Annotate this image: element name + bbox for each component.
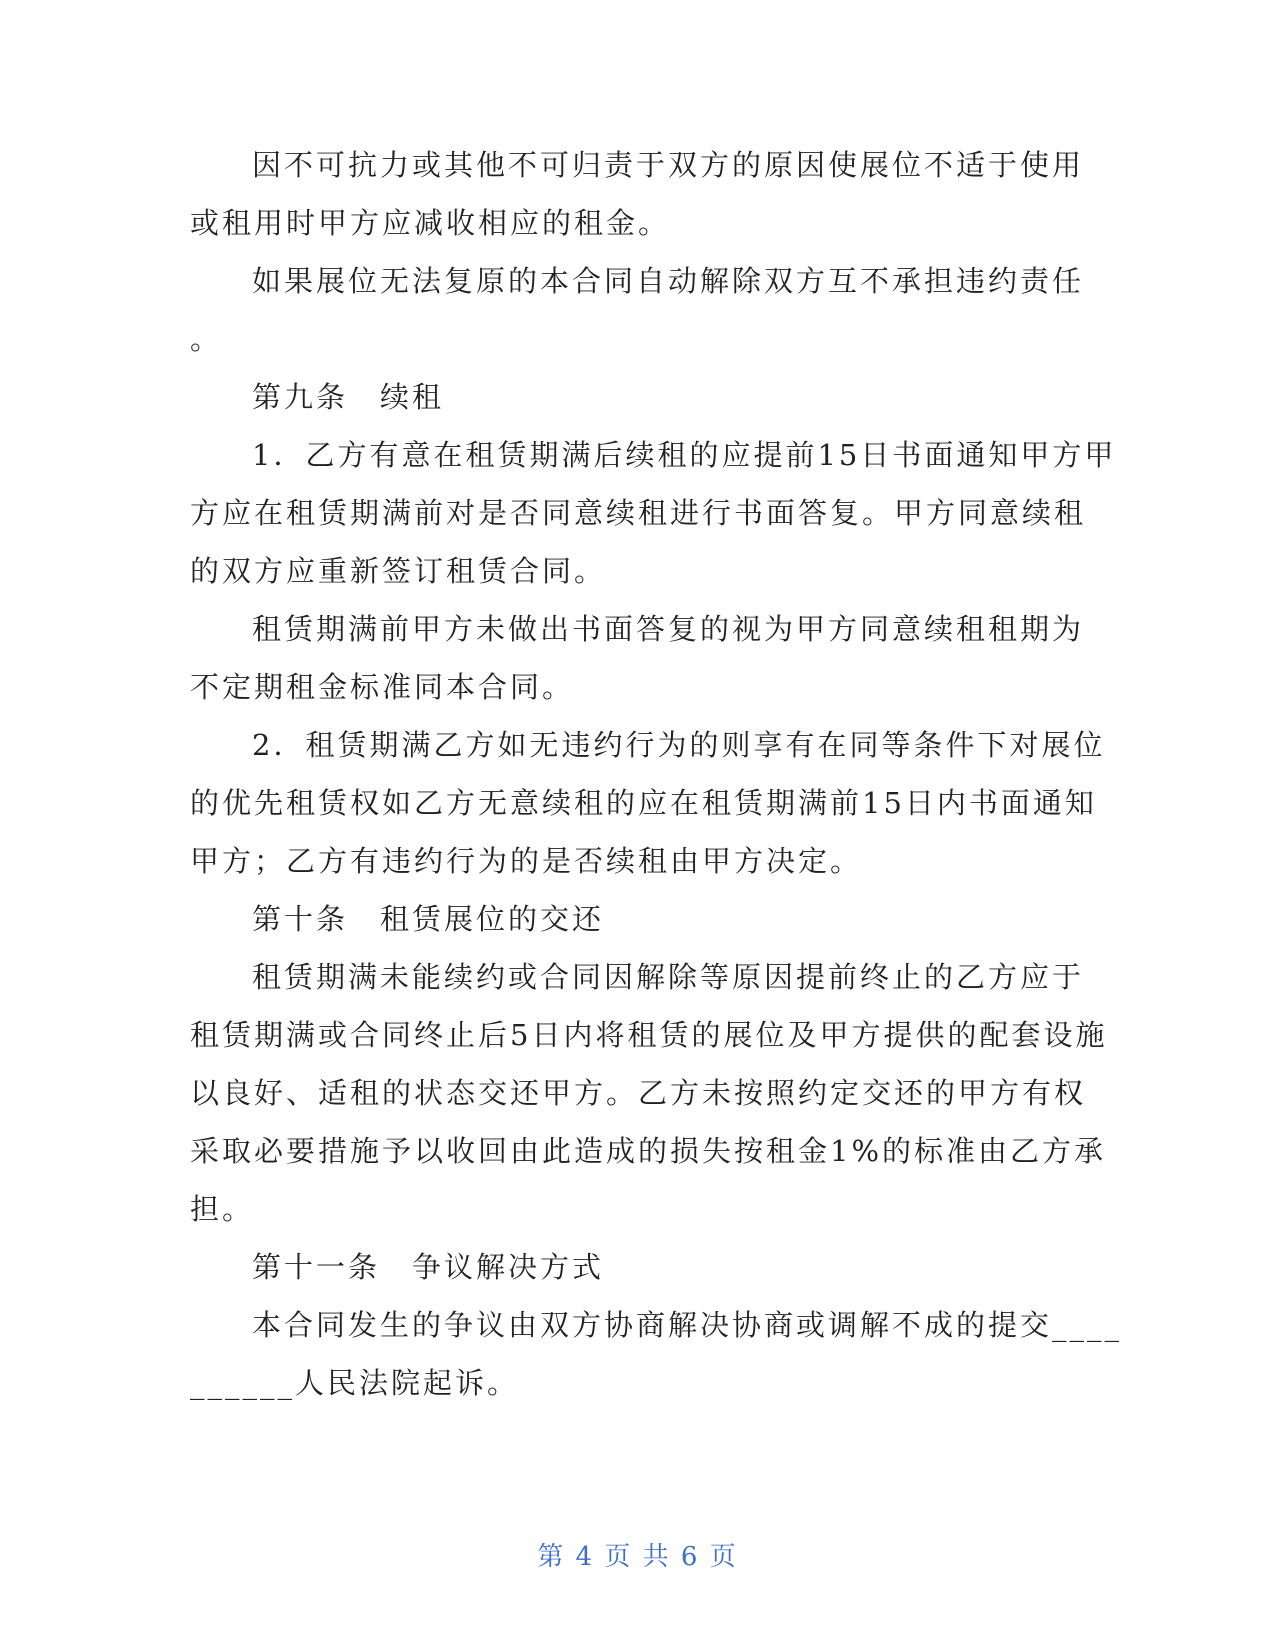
paragraph-line: 不定期租金标准同本合同。: [190, 670, 575, 704]
section-heading: 第九条 续租: [252, 380, 445, 414]
paragraph-line: 或租用时甲方应减收相应的租金。: [190, 206, 671, 240]
paragraph-line: 租赁期满或合同终止后5日内将租赁的展位及甲方提供的配套设施: [190, 1018, 1108, 1052]
page-number: 第 4 页 共 6 页: [537, 1542, 738, 1572]
paragraph-line: 租赁期满前甲方未做出书面答复的视为甲方同意续租租期为: [252, 612, 1085, 646]
paragraph-line: 的优先租赁权如乙方无意续租的应在租赁期满前15日内书面通知: [190, 786, 1097, 820]
paragraph-line: 的双方应重新签订租赁合同。: [190, 554, 607, 588]
paragraph-line: 采取必要措施予以收回由此造成的损失按租金1%的标准由乙方承: [190, 1134, 1107, 1168]
section-heading: 第十条 租赁展位的交还: [252, 902, 605, 936]
paragraph-line: 如果展位无法复原的本合同自动解除双方互不承担违约责任: [252, 264, 1085, 298]
paragraph-line: 方应在租赁期满前对是否同意续租进行书面答复。甲方同意续租: [190, 496, 1087, 530]
paragraph-line: 甲方；乙方有违约行为的是否续租由甲方决定。: [190, 844, 863, 878]
paragraph-line: 租赁期满未能续约或合同因解除等原因提前终止的乙方应于: [252, 960, 1085, 994]
paragraph-line: 担。: [190, 1192, 255, 1226]
paragraph-line: 1．乙方有意在租赁期满后续租的应提前15日书面通知甲方甲: [252, 438, 1117, 472]
paragraph-line: 因不可抗力或其他不可归责于双方的原因使展位不适于使用: [252, 148, 1085, 182]
paragraph-line: 。: [190, 322, 223, 356]
paragraph-line: 本合同发生的争议由双方协商解决协商或调解不成的提交____: [252, 1308, 1123, 1342]
paragraph-line: 2．租赁期满乙方如无违约行为的则享有在同等条件下对展位: [252, 728, 1106, 762]
paragraph-line: ______人民法院起诉。: [190, 1366, 520, 1400]
paragraph-line: 以良好、适租的状态交还甲方。乙方未按照约定交还的甲方有权: [190, 1076, 1087, 1110]
section-heading: 第十一条 争议解决方式: [252, 1250, 605, 1284]
